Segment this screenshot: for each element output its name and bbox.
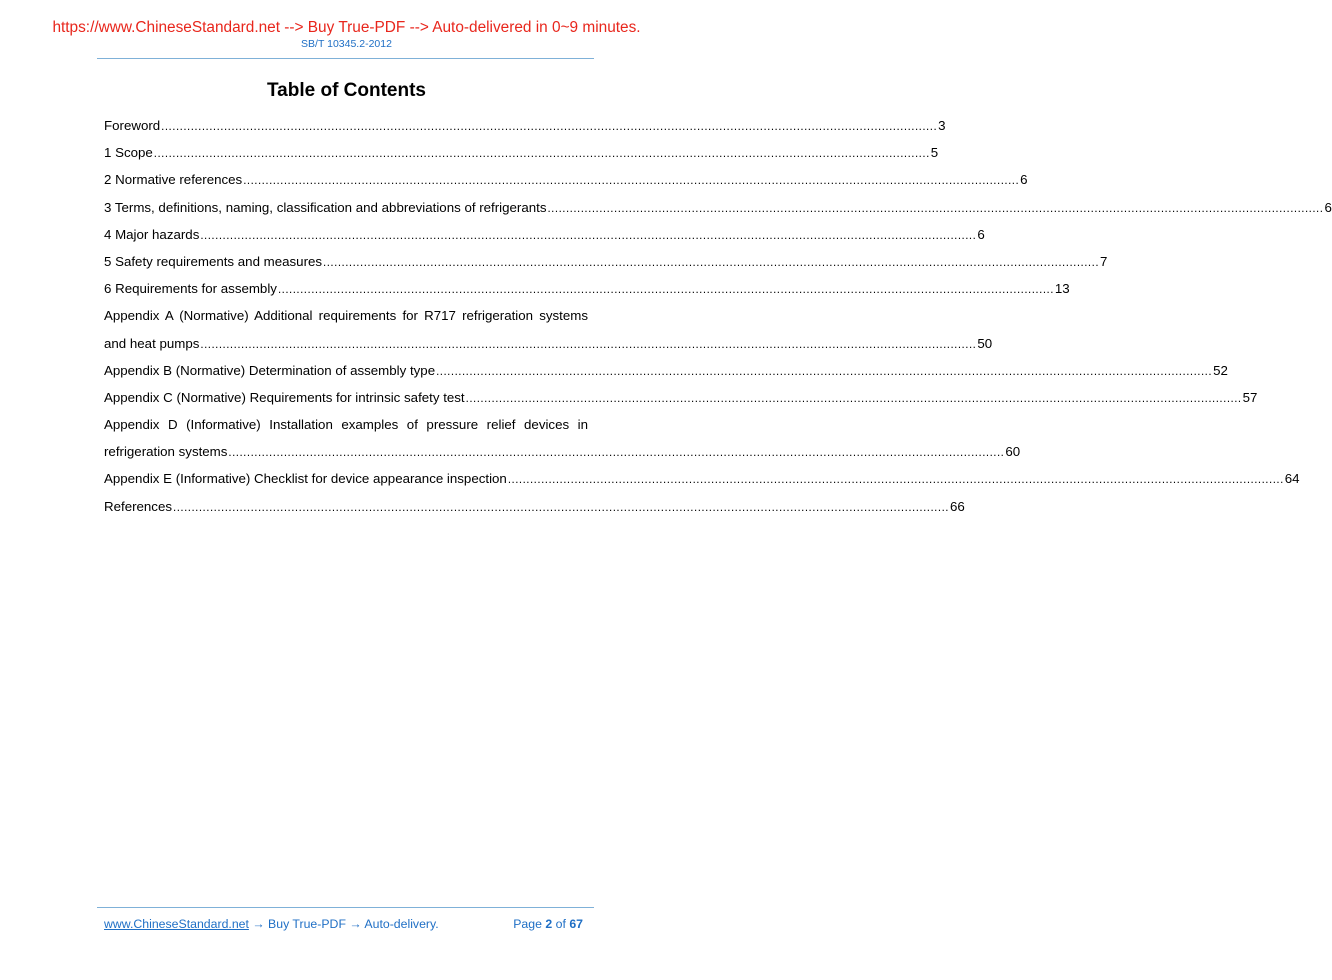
toc-entry-appendix-c[interactable] xyxy=(104,384,1258,411)
toc-entry-text: Appendix B (Normative) Determination of assembly type xyxy=(104,362,436,378)
toc-entry-text: References xyxy=(104,498,172,514)
toc-entry-text: 2 Normative references xyxy=(104,172,243,188)
toc-entry-text: Foreword xyxy=(104,118,161,133)
toc-page-number: 52 xyxy=(1213,362,1228,378)
toc-leader: .................................................................................................................................................................................................................. xyxy=(465,392,1242,405)
toc-page-number: 60 xyxy=(1005,444,1021,460)
toc-entry-scope[interactable] xyxy=(104,139,939,166)
toc-entry-references[interactable] xyxy=(104,493,965,520)
page-of: of xyxy=(555,917,566,931)
toc-entry-appendix-a-line1[interactable]: Appendix A (Normative) Additional requirements for R717 refrigeration systems xyxy=(104,308,588,324)
toc-page-number: 6 xyxy=(977,226,985,242)
toc-entry-appendix-a-line2[interactable] xyxy=(104,330,993,357)
toc-leader: .................................................................................................................................................................................................................. xyxy=(153,148,930,161)
toc-entry-text: 3 Terms, definitions, naming, classification and abbreviations of refrigerants xyxy=(104,199,547,215)
toc-entry-major-hazards[interactable] xyxy=(104,221,985,248)
toc-page-number: 50 xyxy=(977,335,993,351)
toc-entry-foreword[interactable] xyxy=(104,112,946,139)
toc-leader: .................................................................................................................................................................................................................. xyxy=(173,501,949,514)
toc-entry-text: Appendix E (Informative) Checklist for device appearance inspection xyxy=(104,471,507,487)
footer-tail: → Buy True-PDF → Auto-delivery. xyxy=(248,917,439,931)
toc-page-number: 66 xyxy=(949,498,965,514)
page-total: 67 xyxy=(569,917,583,931)
toc-page-number: 13 xyxy=(1054,281,1070,297)
toc-page-number: 64 xyxy=(1284,471,1300,487)
source-banner[interactable]: https://www.ChineseStandard.net --> Buy True-PDF --> Auto-delivered in 0~9 minutes. xyxy=(52,19,641,36)
toc-entry-text: 1 Scope xyxy=(104,145,153,161)
toc-page-number: 6 xyxy=(1324,199,1332,215)
standard-code: SB/T 10345.2-2012 xyxy=(301,38,392,50)
toc-leader: .................................................................................................................................................................................................................. xyxy=(161,121,938,133)
page-indicator xyxy=(513,917,583,931)
toc-entry-text: Appendix C (Normative) Requirements for intrinsic safety test xyxy=(104,389,465,405)
toc-leader: .................................................................................................................................................................................................................. xyxy=(228,447,1005,460)
page-title: Table of Contents xyxy=(266,80,427,101)
toc-entry-text: and heat pumps xyxy=(104,335,200,351)
footer-rule xyxy=(97,907,594,908)
toc-leader: .................................................................................................................................................................................................................. xyxy=(547,202,1324,215)
toc-leader: .................................................................................................................................................................................................................. xyxy=(323,256,1100,269)
toc-entry-text: refrigeration systems xyxy=(104,444,228,460)
toc-entry-normative-references[interactable] xyxy=(104,166,1028,193)
toc-leader: .................................................................................................................................................................................................................. xyxy=(277,284,1054,297)
toc-entry-appendix-d-line1[interactable]: Appendix D (Informative) Installation examples of pressure relief devices in xyxy=(104,417,588,433)
page-current: 2 xyxy=(545,917,553,931)
toc-leader: .................................................................................................................................................................................................................. xyxy=(200,229,977,242)
toc-entry-appendix-b[interactable] xyxy=(104,357,1228,384)
toc-entry-terms[interactable] xyxy=(104,194,1332,221)
toc-leader: .................................................................................................................................................................................................................. xyxy=(507,474,1284,487)
footer-site-link[interactable]: www.ChineseStandard.net xyxy=(104,917,249,931)
toc-entry-text: 5 Safety requirements and measures xyxy=(104,253,323,269)
toc-page-number: 3 xyxy=(938,118,946,133)
toc-page-number: 7 xyxy=(1100,253,1108,269)
toc-page-number: 57 xyxy=(1242,389,1258,405)
page-label: Page xyxy=(513,917,542,931)
toc-entry-appendix-d-line2[interactable] xyxy=(104,438,1021,465)
table-of-contents xyxy=(104,112,1332,520)
toc-page-number: 6 xyxy=(1020,172,1028,188)
toc-page-number: 5 xyxy=(930,145,939,161)
toc-entry-text: 4 Major hazards xyxy=(104,226,200,242)
header-rule xyxy=(97,58,594,59)
toc-entry-assembly[interactable] xyxy=(104,275,1070,302)
toc-entry-safety-requirements[interactable] xyxy=(104,248,1108,275)
toc-leader: .................................................................................................................................................................................................................. xyxy=(243,175,1020,188)
toc-leader: .................................................................................................................................................................................................................. xyxy=(436,365,1213,378)
footer-source xyxy=(104,917,439,931)
toc-entry-appendix-e[interactable] xyxy=(104,465,1300,492)
toc-entry-text: 6 Requirements for assembly xyxy=(104,281,277,297)
toc-leader: .................................................................................................................................................................................................................. xyxy=(200,338,977,351)
